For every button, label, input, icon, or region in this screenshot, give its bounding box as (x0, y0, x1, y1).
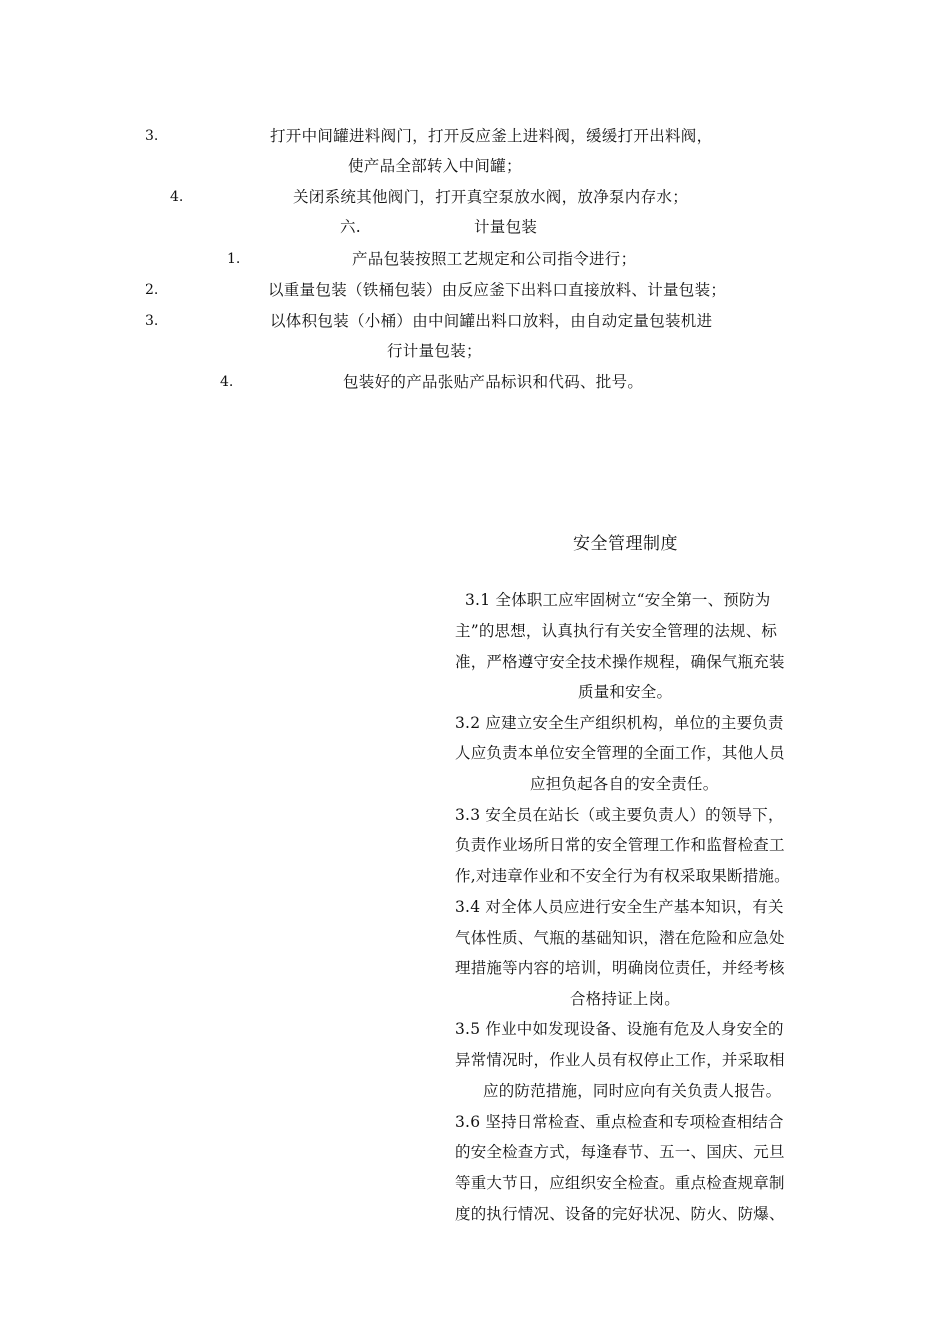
safety-line: 3.3 安全员在站长（或主要负责人）的领导下， (455, 806, 784, 824)
safety-line: 主”的思想，认真执行有关安全管理的法规、标 (455, 622, 778, 640)
step-number: 3. (145, 313, 159, 329)
safety-line: 人应负责本单位安全管理的全面工作，其他人员 (455, 744, 785, 762)
safety-line: 3.6 坚持日常检查、重点检查和专项检查相结合 (455, 1113, 784, 1131)
safety-line: 合格持证上岗。 (570, 990, 680, 1008)
safety-line: 准，严格遵守安全技术操作规程，确保气瓶充装 (455, 653, 785, 671)
section-number: 六. (340, 218, 362, 236)
step-text: 行计量包装； (387, 342, 482, 360)
safety-line: 度的执行情况、设备的完好状况、防火、防爆、 (455, 1205, 785, 1223)
step-text: 产品包装按照工艺规定和公司指令进行； (352, 250, 637, 268)
safety-line: 3.2 应建立安全生产组织机构，单位的主要负责 (455, 714, 784, 732)
safety-title: 安全管理制度 (573, 534, 678, 554)
safety-line: 3.1 全体职工应牢固树立“安全第一、预防为 (465, 591, 771, 609)
safety-line: 质量和安全。 (578, 683, 673, 701)
step-text: 打开中间罐进料阀门，打开反应釜上进料阀，缓缓打开出料阀， (270, 127, 713, 145)
step-number: 4. (170, 189, 184, 205)
section-title: 计量包装 (474, 218, 538, 236)
safety-line: 理措施等内容的培训，明确岗位责任，并经考核 (455, 959, 785, 977)
safety-line: 3.5 作业中如发现设备、设施有危及人身安全的 (455, 1020, 784, 1038)
safety-line: 应的防范措施，同时应向有关负责人报告。 (483, 1082, 782, 1100)
step-text: 包装好的产品张贴产品标识和代码、批号。 (343, 373, 644, 391)
step-text: 使产品全部转入中间罐； (348, 157, 522, 175)
step-number: 2. (145, 282, 159, 298)
safety-line: 等重大节日，应组织安全检查。重点检查规章制 (455, 1174, 785, 1192)
step-text: 以重量包装（铁桶包装）由反应釜下出料口直接放料、计量包装； (268, 281, 727, 299)
safety-line: 的安全检查方式，每逢春节、五一、国庆、元旦 (455, 1143, 785, 1161)
step-text: 以体积包装（小桶）由中间罐出料口放料，由自动定量包装机进 (270, 312, 713, 330)
step-number: 4. (220, 374, 234, 390)
step-number: 1. (227, 251, 241, 267)
safety-line: 负责作业场所日常的安全管理工作和监督检查工 (455, 836, 785, 854)
safety-line: 应担负起各自的安全责任。 (530, 775, 719, 793)
safety-line: 作,对违章作业和不安全行为有权采取果断措施。 (455, 867, 790, 885)
step-number: 3. (145, 128, 159, 144)
safety-line: 3.4 对全体人员应进行安全生产基本知识，有关 (455, 898, 784, 916)
step-text: 关闭系统其他阀门，打开真空泵放水阀，放净泵内存水； (293, 188, 689, 206)
safety-line: 异常情况时，作业人员有权停止工作，并采取相 (455, 1051, 785, 1069)
safety-line: 气体性质、气瓶的基础知识，潜在危险和应急处 (455, 929, 785, 947)
